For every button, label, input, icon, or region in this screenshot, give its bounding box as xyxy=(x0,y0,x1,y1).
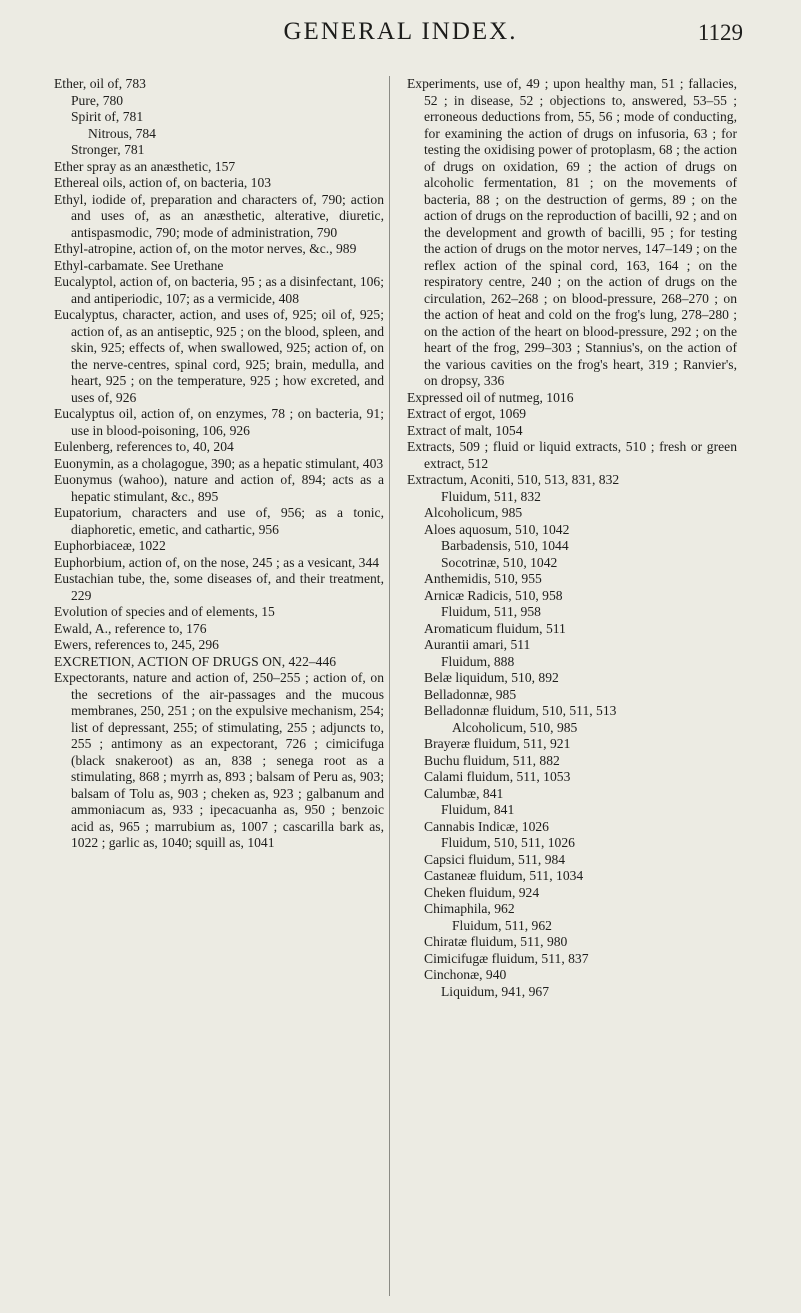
index-entry: Ether, oil of, 783 xyxy=(54,76,146,91)
index-entry: Expressed oil of nutmeg, 1016 xyxy=(407,389,574,405)
index-entry: Ether spray as an anæsthetic, 157 xyxy=(54,158,236,174)
index-entry: Ethyl, iodide of, preparation and characters of, 790; action and uses of, as an anæsthetic, alterative, diuretic, antispasmodic, 790; mode of administration, 790 xyxy=(54,191,384,240)
index-subentry: Cimicifugæ fluidum, 511, 837 xyxy=(424,950,589,966)
column-divider xyxy=(389,76,390,1296)
index-subentry: Barbadensis, 510, 1044 xyxy=(441,538,569,553)
running-header xyxy=(0,18,801,58)
index-entry: Eulenberg, references to, 40, 204 xyxy=(54,439,234,454)
index-entry: Ewald, A., reference to, 176 xyxy=(54,620,207,636)
index-entry: Eustachian tube, the, some diseases of, and their treatment, 229 xyxy=(54,571,384,603)
index-entry: Eucalyptol, action of, on bacteria, 95 ; as a disinfectant, 106; and antiperiodic, 107; as a vermicide, 408 xyxy=(54,274,384,306)
index-subentry: Capsici fluidum, 511, 984 xyxy=(424,851,566,867)
index-entry: Eucalyptus oil, action of, on enzymes, 78 ; on bacteria, 91; use in blood-poisoning, 106, 926 xyxy=(54,406,384,438)
index-subentry: Brayeræ fluidum, 511, 921 xyxy=(424,736,571,751)
index-entry: Euphorbium, action of, on the nose, 245 ; as a vesicant, 344 xyxy=(54,554,380,570)
index-subentry: Liquidum, 941, 967 xyxy=(441,983,549,999)
index-subentry: Fluidum, 510, 511, 1026 xyxy=(441,835,575,850)
index-subentry: Alcoholicum, 985 xyxy=(424,505,523,520)
right-index-column xyxy=(407,76,737,1000)
index-entry: Experiments, use of, 49 ; upon healthy man, 51 ; fallacies, 52 ; in disease, 52 ; objections to, answered, 53–55 ; erroneous deductions from, 55, 56 ; mode of conducting, for examining the action of drugs on infusoria, 63 ; for testing the oxidising power of protoplasm, 68 ; the action of drugs on oxidation, 69 ; the action of drugs on alcoholic fermentation, 81 ; on the movements of bacteria, 88 ; on the destruction of germs, 89 ; on the action of drugs on the reproduction of bacilli, 92 ; and on the development and growth of bacilli, 95 ; for testing the action of drugs on the motor nerves, 147–149 ; on the reflex action of the spinal cord, 163, 164 ; on the respiratory centre, 240 ; on the action of drugs on the circulation, 262–268 ; on blood-pressure, 268–270 ; on the action of heat and cold on the frog's lung, 278–280 ; on the action of the heart on blood-pressure, 292 ; on the heart of the frog, 299–303 ; Stannius's, on the action of the various cavities on the frog's heart, 319 ; Ranvier's, on dropsy, 336 xyxy=(407,76,737,388)
page-title: GENERAL INDEX. xyxy=(283,18,518,45)
index-subentry: Fluidum, 888 xyxy=(441,653,515,669)
index-subentry: Stronger, 781 xyxy=(71,142,145,157)
index-subentry: Aloes aquosum, 510, 1042 xyxy=(424,521,570,537)
index-subentry: Cinchonæ, 940 xyxy=(424,967,507,982)
index-subentry: Belladonnæ fluidum, 510, 511, 513 xyxy=(424,703,617,718)
index-subentry: Alcoholicum, 510, 985 xyxy=(452,719,578,735)
index-entry: Euphorbiaceæ, 1022 xyxy=(54,538,166,553)
index-subentry: Fluidum, 841 xyxy=(441,802,515,817)
index-subentry: Fluidum, 511, 832 xyxy=(441,488,541,504)
index-entry: Euonymus (wahoo), nature and action of, 894; acts as a hepatic stimulant, &c., 895 xyxy=(54,472,384,504)
index-subentry: Nitrous, 784 xyxy=(88,125,156,141)
index-entry: Extract of ergot, 1069 xyxy=(407,406,527,421)
index-entry: Expectorants, nature and action of, 250–255 ; action of, on the secretions of the air-passages and the mucous membranes, 250, 251 ; on the expulsive mechanism, 254; list of depressant, 255; of stimulating, 255 ; adjuncts to, 255 ; antimony as an expectorant, 726 ; cimicifuga (black snakeroot) as an, 838 ; senega root as a stimulating, 868 ; myrrh as, 893 ; balsam of Peru as, 903; balsam of Tolu as, 903 ; cheken as, 923 ; galbanum and ammoniacum as, 933 ; ipecacuanha as, 950 ; benzoic acid as, 965 ; marrubium as, 1007 ; cascarilla bark as, 1022 ; garlic as, 1040; squill as, 1041 xyxy=(54,670,384,850)
index-entry: Extract of malt, 1054 xyxy=(407,422,523,438)
index-subentry: Buchu fluidum, 511, 882 xyxy=(424,752,560,768)
index-entry: Ewers, references to, 245, 296 xyxy=(54,637,219,652)
index-subentry: Aromaticum fluidum, 511 xyxy=(424,620,566,636)
index-subentry: Anthemidis, 510, 955 xyxy=(424,571,542,586)
index-entry: EXCRETION, ACTION OF DRUGS ON, 422–446 xyxy=(54,653,337,669)
index-subentry: Fluidum, 511, 962 xyxy=(452,917,552,933)
index-subentry: Spirit of, 781 xyxy=(71,109,144,124)
index-subentry: Chiratæ fluidum, 511, 980 xyxy=(424,934,568,949)
index-subentry: Belladonnæ, 985 xyxy=(424,686,517,702)
index-subentry: Arnicæ Radicis, 510, 958 xyxy=(424,587,563,603)
index-entry: Ethyl-atropine, action of, on the motor nerves, &c., 989 xyxy=(54,241,357,256)
index-entry: Ethereal oils, action of, on bacteria, 103 xyxy=(54,175,272,190)
index-subentry: Cannabis Indicæ, 1026 xyxy=(424,818,549,834)
index-entry: Ethyl-carbamate. See Urethane xyxy=(54,257,224,273)
left-index-column xyxy=(54,76,384,852)
index-subentry: Cheken fluidum, 924 xyxy=(424,884,540,900)
index-entry: Extracts, 509 ; fluid or liquid extracts, 510 ; fresh or green extract, 512 xyxy=(407,439,737,471)
index-entry: Evolution of species and of elements, 15 xyxy=(54,604,275,619)
index-subentry: Belæ liquidum, 510, 892 xyxy=(424,670,559,685)
index-entry: Eupatorium, characters and use of, 956; as a tonic, diaphoretic, emetic, and cathartic, 956 xyxy=(54,505,384,537)
index-entry: Euonymin, as a cholagogue, 390; as a hepatic stimulant, 403 xyxy=(54,455,384,471)
index-entry: Extractum, Aconiti, 510, 513, 831, 832 xyxy=(407,472,620,487)
page-number: 1129 xyxy=(697,20,743,45)
index-subentry: Socotrinæ, 510, 1042 xyxy=(441,554,558,570)
index-subentry: Calumbæ, 841 xyxy=(424,785,504,801)
index-subentry: Pure, 780 xyxy=(71,92,124,108)
index-entry: Eucalyptus, character, action, and uses of, 925; oil of, 925; action of, as an antiseptic, 925 ; on the blood, spleen, and skin, 925; effects of, when swallowed, 925; action of, on the nerve-centres, spinal cord, 925; brain, medulla, and heart, 925 ; on the temperature, 925 ; how excreted, and uses of, 926 xyxy=(54,307,384,405)
index-subentry: Calami fluidum, 511, 1053 xyxy=(424,769,571,784)
index-subentry: Aurantii amari, 511 xyxy=(424,637,531,652)
index-subentry: Chimaphila, 962 xyxy=(424,901,515,916)
index-subentry: Castaneæ fluidum, 511, 1034 xyxy=(424,868,584,883)
index-subentry: Fluidum, 511, 958 xyxy=(441,604,541,619)
